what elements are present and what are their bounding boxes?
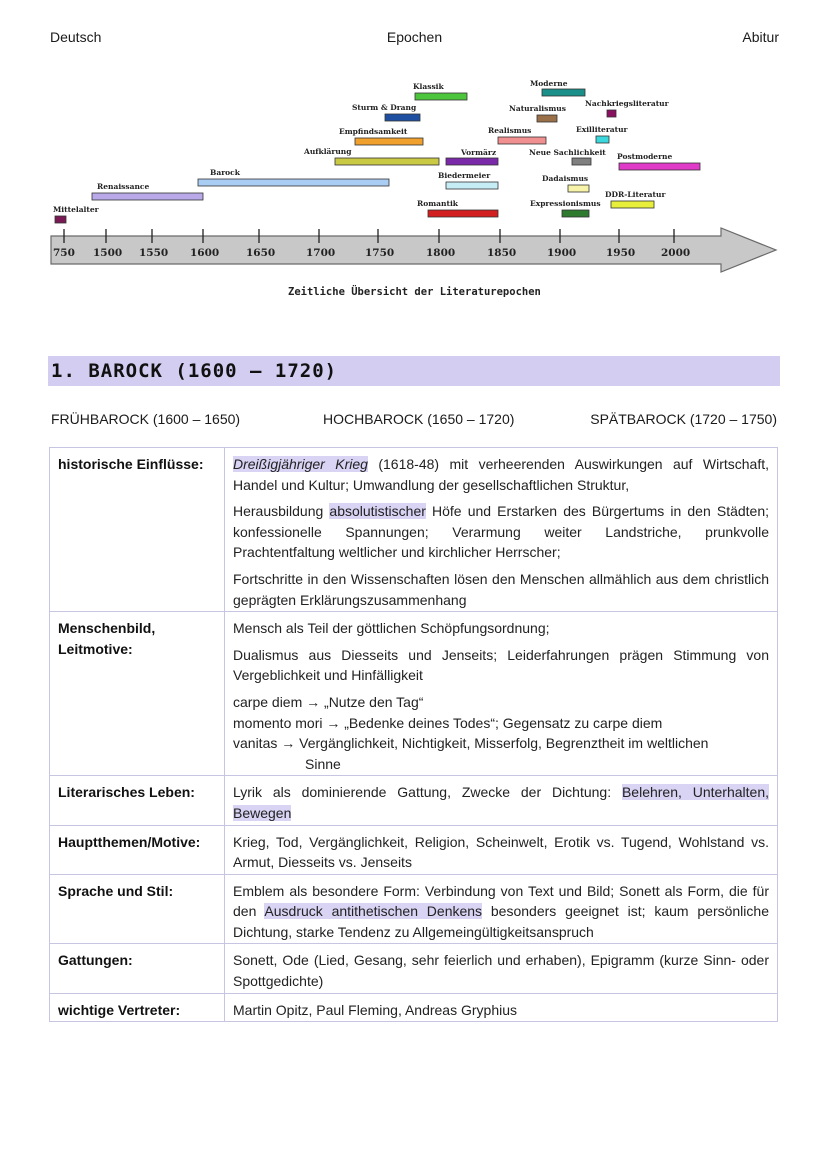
epoch-label: Barock	[210, 168, 240, 177]
tick-label: 1750	[365, 247, 395, 259]
table-row	[50, 448, 778, 612]
epoch-bar	[55, 216, 66, 223]
epoch-bar	[446, 158, 498, 165]
tick-label: 1700	[306, 247, 336, 259]
subperiod-early: FRÜHBAROCK (1600 – 1650)	[51, 411, 241, 427]
tick-label: 1900	[547, 247, 577, 259]
tick-label: 2000	[661, 247, 691, 259]
tick-label: 1850	[487, 247, 517, 259]
epoch-label: Renaissance	[97, 182, 150, 191]
epoch-bar	[428, 210, 498, 217]
tick-label: 750	[53, 247, 75, 259]
tick-label: 1550	[139, 247, 169, 259]
row-value: Mensch als Teil der göttlichen Schöpfungsordnung; Dualismus aus Diesseits und Jenseits; Leiderfahrungen prägen Stimmung von Vergeblichkeit und Hinfälligkeit carpe diem → „Nutze den Tag“ momento mori → „Bedenke deines Todes“; Gegensatz zu carpe diem vanitas → Vergänglichkeit, Nichtigkeit, Misserfolg, Begrenztheit im weltlichen Sinne	[225, 612, 778, 776]
row-label: wichtige Vertreter:	[50, 993, 225, 1022]
epoch-bar	[415, 93, 467, 100]
row-label: Sprache und Stil:	[50, 874, 225, 944]
highlight: Belehren, Unterhalten, Bewegen	[233, 784, 769, 821]
section-heading-bar	[48, 356, 780, 386]
epoch-bar	[355, 138, 423, 145]
table-row	[50, 993, 778, 1022]
epoch-bar	[335, 158, 439, 165]
section-title: 1. BAROCK (1600 – 1720)	[51, 360, 338, 382]
epoch-bar	[446, 182, 498, 189]
table-row	[50, 612, 778, 776]
epoch-label: Vormärz	[461, 148, 497, 157]
epoch-bar	[542, 89, 585, 96]
epoch-label: Naturalismus	[509, 104, 566, 113]
epoch-bar	[562, 210, 589, 217]
epoch-label: Exilliteratur	[576, 125, 628, 134]
row-label: Menschenbild, Leitmotive:	[50, 612, 225, 776]
tick-label: 1950	[606, 247, 636, 259]
table-row	[50, 874, 778, 944]
epoch-label: Expressionismus	[530, 199, 601, 208]
literature-timeline	[48, 76, 780, 308]
epoch-bar	[568, 185, 589, 192]
header-level: Abitur	[742, 29, 779, 45]
epoch-bar	[572, 158, 591, 165]
table-row	[50, 825, 778, 874]
table-row	[50, 776, 778, 825]
header-subject: Deutsch	[50, 29, 102, 45]
subperiod-late: SPÄTBAROCK (1720 – 1750)	[590, 411, 777, 427]
row-label: historische Einflüsse:	[50, 448, 225, 612]
epoch-label: Neue Sachlichkeit	[529, 148, 606, 157]
highlight: Dreißigjähriger Krieg	[233, 456, 368, 472]
highlight: absolutistischer	[329, 503, 426, 520]
epoch-label: Moderne	[530, 79, 568, 88]
timeline-caption: Zeitliche Übersicht der Literaturepochen	[288, 286, 541, 298]
epoch-bar	[596, 136, 609, 143]
row-value: Krieg, Tod, Vergänglichkeit, Religion, Scheinwelt, Erotik vs. Tugend, Wohlstand vs. Armut, Diesseits vs. Jenseits	[225, 825, 778, 874]
row-label: Hauptthemen/Motive:	[50, 825, 225, 874]
tick-label: 1600	[190, 247, 220, 259]
epoch-label: Dadaismus	[542, 174, 589, 183]
tick-label: 1800	[426, 247, 456, 259]
epoch-label: Sturm & Drang	[352, 103, 417, 112]
subperiods-row	[51, 411, 777, 429]
epoch-bar	[385, 114, 420, 121]
epoch-bar	[498, 137, 546, 144]
row-value: Dreißigjähriger Krieg (1618-48) mit verheerenden Auswirkungen auf Wirtschaft, Handel und Kultur; Umwandlung der gesellschaftlichen Struktur, Herausbildung absolutistischer Höfe und Erstarken des Bürgertums in den Städten; konfessionelle Spannungen; Verarmung weiter Landstriche, prunkvolle Prachtentfaltung weltlicher und kirchlicher Herrscher; Fortschritte in den Wissenschaften lösen den Menschen allmählich aus dem christlich geprägten Erklärungszusammenhang	[225, 448, 778, 612]
page-header	[50, 29, 779, 49]
epoch-bar	[537, 115, 557, 122]
tick-label: 1650	[246, 247, 276, 259]
epoch-label: Postmoderne	[617, 152, 673, 161]
subperiod-high: HOCHBAROCK (1650 – 1720)	[323, 411, 515, 427]
epoch-bar	[607, 110, 616, 117]
row-value: Emblem als besondere Form: Verbindung von Text und Bild; Sonett als Form, die für den Ausdruck antithetischen Denkens besonders geeignet ist; kaum persönliche Dichtung, starke Tendenz zu Allgemeingültigkeitsanspruch	[225, 874, 778, 944]
epoch-label: Klassik	[413, 82, 444, 91]
row-value: Martin Opitz, Paul Fleming, Andreas Gryphius	[225, 993, 778, 1022]
header-topic: Epochen	[386, 29, 443, 45]
epoch-bar	[92, 193, 203, 200]
row-label: Literarisches Leben:	[50, 776, 225, 825]
epoch-label: Mittelalter	[53, 205, 99, 214]
epoch-label: Aufklärung	[304, 147, 352, 156]
epoch-bar	[619, 163, 700, 170]
epoch-label: Biedermeier	[438, 171, 491, 180]
highlight: Ausdruck antithetischen Denkens	[264, 903, 483, 920]
row-label: Gattungen:	[50, 944, 225, 993]
epoch-label: Romantik	[417, 199, 458, 208]
epoch-label: Realismus	[488, 126, 532, 135]
row-value: Sonett, Ode (Lied, Gesang, sehr feierlich und erhaben), Epigramm (kurze Sinn- oder Spottgedichte)	[225, 944, 778, 993]
table-row	[50, 944, 778, 993]
row-value: Lyrik als dominierende Gattung, Zwecke der Dichtung: Belehren, Unterhalten, Bewegen	[225, 776, 778, 825]
epoch-label: DDR-Literatur	[605, 190, 666, 199]
epoch-label: Empfindsamkeit	[339, 127, 408, 136]
epoch-bar	[611, 201, 654, 208]
epoch-label: Nachkriegsliteratur	[585, 99, 669, 108]
epoch-facts-table	[49, 447, 778, 1022]
epoch-bar	[198, 179, 389, 186]
tick-label: 1500	[93, 247, 123, 259]
